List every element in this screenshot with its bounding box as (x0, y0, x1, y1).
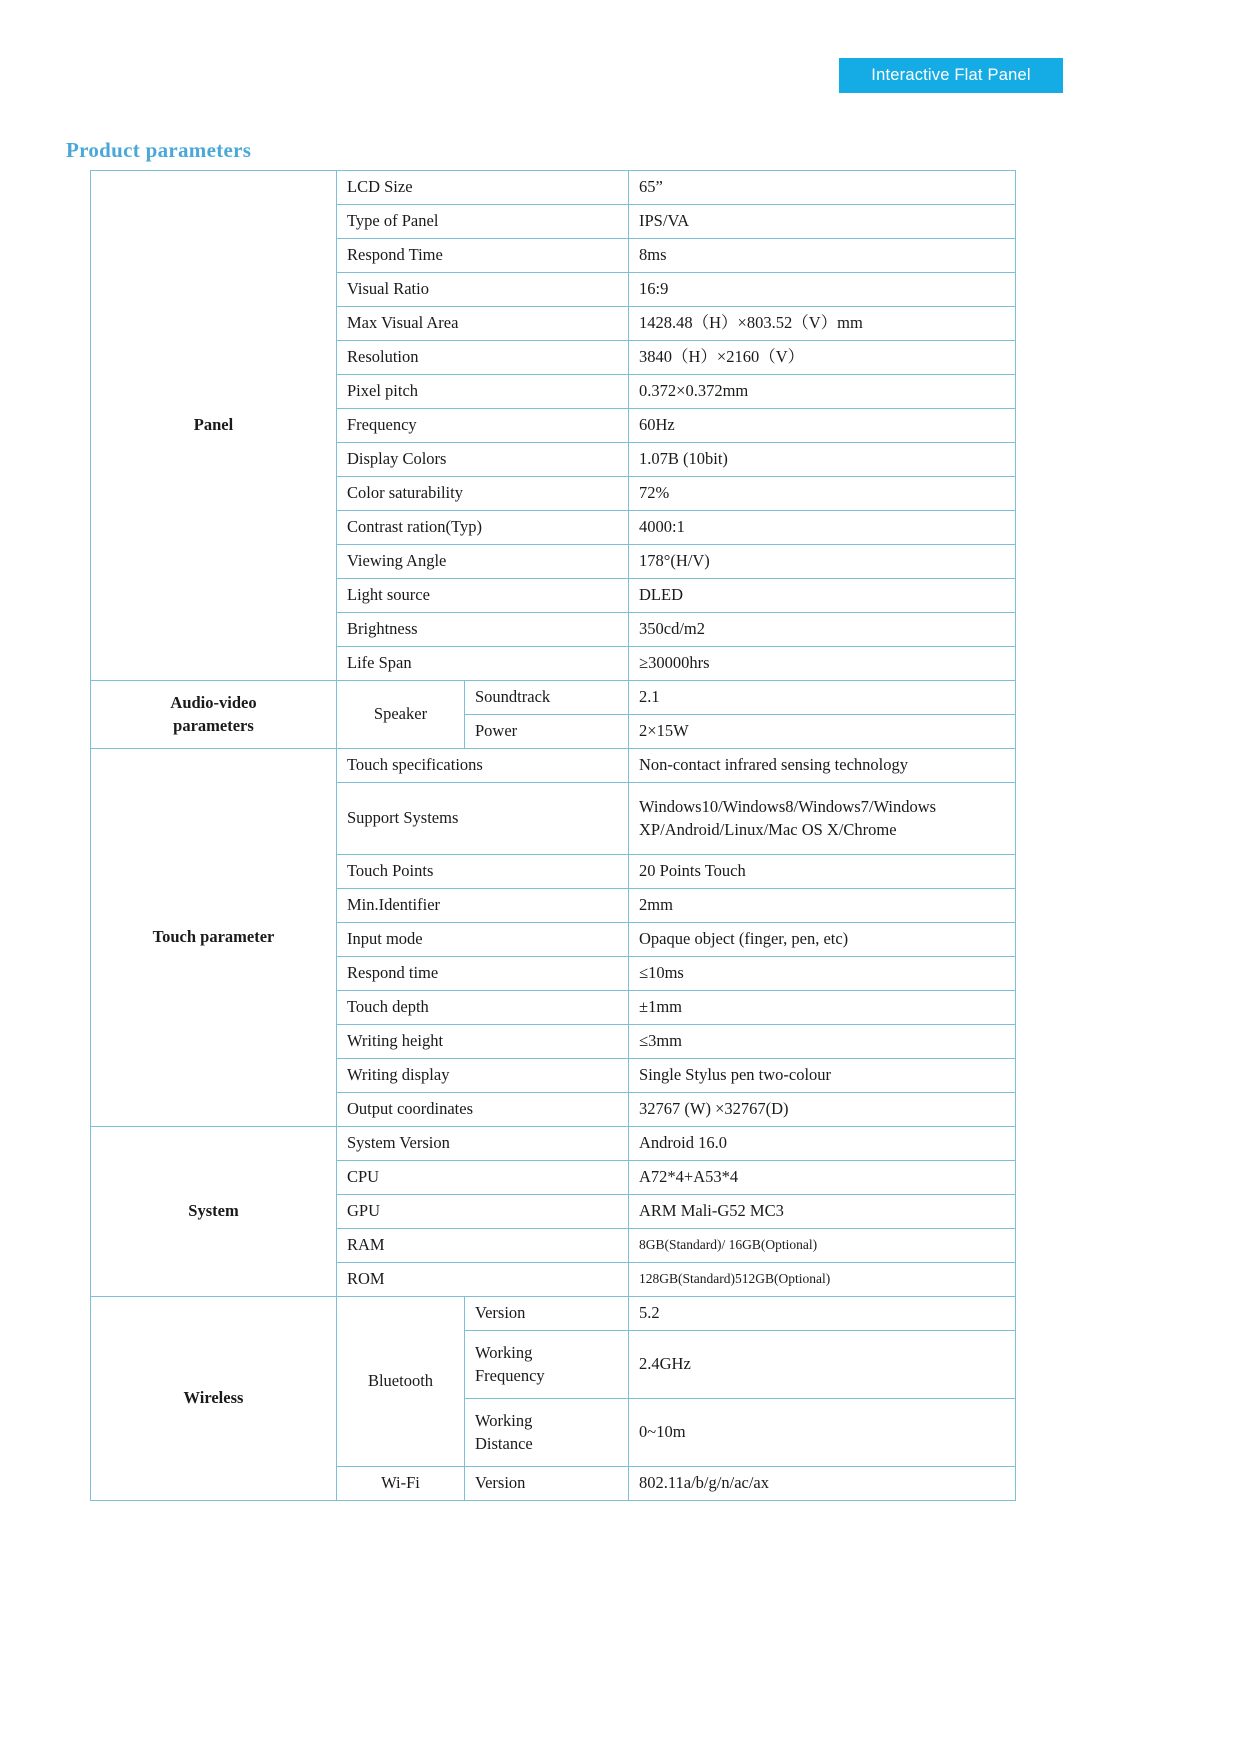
row-value: 5.2 (629, 1297, 1016, 1331)
row-key: Touch depth (337, 991, 629, 1025)
row-key: Min.Identifier (337, 889, 629, 923)
row-value: 60Hz (629, 409, 1016, 443)
category-label-wireless: Wireless (91, 1297, 337, 1501)
row-value: 1.07B (10bit) (629, 443, 1016, 477)
row-key: Contrast ration(Typ) (337, 511, 629, 545)
row-key: Output coordinates (337, 1093, 629, 1127)
row-key: Input mode (337, 923, 629, 957)
row-value: Android 16.0 (629, 1127, 1016, 1161)
row-key: Pixel pitch (337, 375, 629, 409)
row-key: Type of Panel (337, 205, 629, 239)
row-value: 4000:1 (629, 511, 1016, 545)
row-key: Soundtrack (465, 681, 629, 715)
row-value: 802.11a/b/g/n/ac/ax (629, 1467, 1016, 1501)
row-key: Touch Points (337, 855, 629, 889)
row-value: 1428.48（H）×803.52（V）mm (629, 307, 1016, 341)
row-key: Writing display (337, 1059, 629, 1093)
table-row (91, 171, 1016, 205)
row-key: Support Systems (337, 783, 629, 855)
row-value: 128GB(Standard)512GB(Optional) (629, 1263, 1016, 1297)
row-value: 2.4GHz (629, 1331, 1016, 1399)
row-value: A72*4+A53*4 (629, 1161, 1016, 1195)
table-row (91, 1127, 1016, 1161)
row-value: 20 Points Touch (629, 855, 1016, 889)
row-value: 8ms (629, 239, 1016, 273)
row-key (465, 1399, 629, 1467)
category-label-panel: Panel (91, 171, 337, 681)
row-key: RAM (337, 1229, 629, 1263)
row-key: Light source (337, 579, 629, 613)
row-value: Single Stylus pen two-colour (629, 1059, 1016, 1093)
subgroup-label-speaker: Speaker (337, 681, 465, 749)
row-key: Frequency (337, 409, 629, 443)
row-key: Version (465, 1467, 629, 1501)
row-value: ≤10ms (629, 957, 1016, 991)
row-value: 2×15W (629, 715, 1016, 749)
row-key (465, 1331, 629, 1399)
row-value: DLED (629, 579, 1016, 613)
row-value: 178°(H/V) (629, 545, 1016, 579)
row-key: System Version (337, 1127, 629, 1161)
table-row (91, 749, 1016, 783)
row-key: GPU (337, 1195, 629, 1229)
row-value: 8GB(Standard)/ 16GB(Optional) (629, 1229, 1016, 1263)
row-key: Resolution (337, 341, 629, 375)
row-value: ≤3mm (629, 1025, 1016, 1059)
row-key-line1: Working (475, 1343, 533, 1363)
row-value: 65” (629, 171, 1016, 205)
row-key: Respond Time (337, 239, 629, 273)
table-row (91, 1297, 1016, 1331)
row-value: Opaque object (finger, pen, etc) (629, 923, 1016, 957)
row-key: CPU (337, 1161, 629, 1195)
category-label-audio-video (91, 681, 337, 749)
row-key: Brightness (337, 613, 629, 647)
row-value: 0.372×0.372mm (629, 375, 1016, 409)
page-title: Product parameters (66, 138, 252, 162)
row-value: IPS/VA (629, 205, 1016, 239)
row-key-line1: Working (475, 1411, 533, 1431)
row-value: 0~10m (629, 1399, 1016, 1467)
row-value: Windows10/Windows8/Windows7/Windows XP/Android/Linux/Mac OS X/Chrome (629, 783, 1016, 855)
row-value: Non-contact infrared sensing technology (629, 749, 1016, 783)
row-value: ≥30000hrs (629, 647, 1016, 681)
row-key: Visual Ratio (337, 273, 629, 307)
subgroup-label-wifi: Wi-Fi (337, 1467, 465, 1501)
interactive-flat-panel-badge: Interactive Flat Panel (839, 58, 1063, 93)
page-header (0, 0, 1241, 120)
row-value: 3840（H）×2160（V） (629, 341, 1016, 375)
row-key: ROM (337, 1263, 629, 1297)
product-parameters-table (90, 170, 1016, 1501)
table-row (91, 681, 1016, 715)
row-value: 2mm (629, 889, 1016, 923)
row-value: 16:9 (629, 273, 1016, 307)
category-label-system: System (91, 1127, 337, 1297)
row-key: Max Visual Area (337, 307, 629, 341)
row-value: 350cd/m2 (629, 613, 1016, 647)
row-key: Version (465, 1297, 629, 1331)
product-parameters-section (90, 170, 1015, 1501)
row-key: Writing height (337, 1025, 629, 1059)
row-key: Display Colors (337, 443, 629, 477)
row-key: Respond time (337, 957, 629, 991)
row-value: ±1mm (629, 991, 1016, 1025)
row-value: 72% (629, 477, 1016, 511)
row-value: 2.1 (629, 681, 1016, 715)
row-key: LCD Size (337, 171, 629, 205)
row-value: ARM Mali-G52 MC3 (629, 1195, 1016, 1229)
row-key: Life Span (337, 647, 629, 681)
category-label-line2: parameters (173, 715, 254, 735)
row-key: Power (465, 715, 629, 749)
subgroup-label-bluetooth: Bluetooth (337, 1297, 465, 1467)
category-label-touch-parameter: Touch parameter (91, 749, 337, 1127)
row-key-line2: Distance (475, 1433, 533, 1453)
category-label-line1: Audio-video (170, 693, 257, 713)
row-key-line2: Frequency (475, 1365, 545, 1385)
row-key: Color saturability (337, 477, 629, 511)
row-value: 32767 (W) ×32767(D) (629, 1093, 1016, 1127)
row-key: Touch specifications (337, 749, 629, 783)
row-key: Viewing Angle (337, 545, 629, 579)
